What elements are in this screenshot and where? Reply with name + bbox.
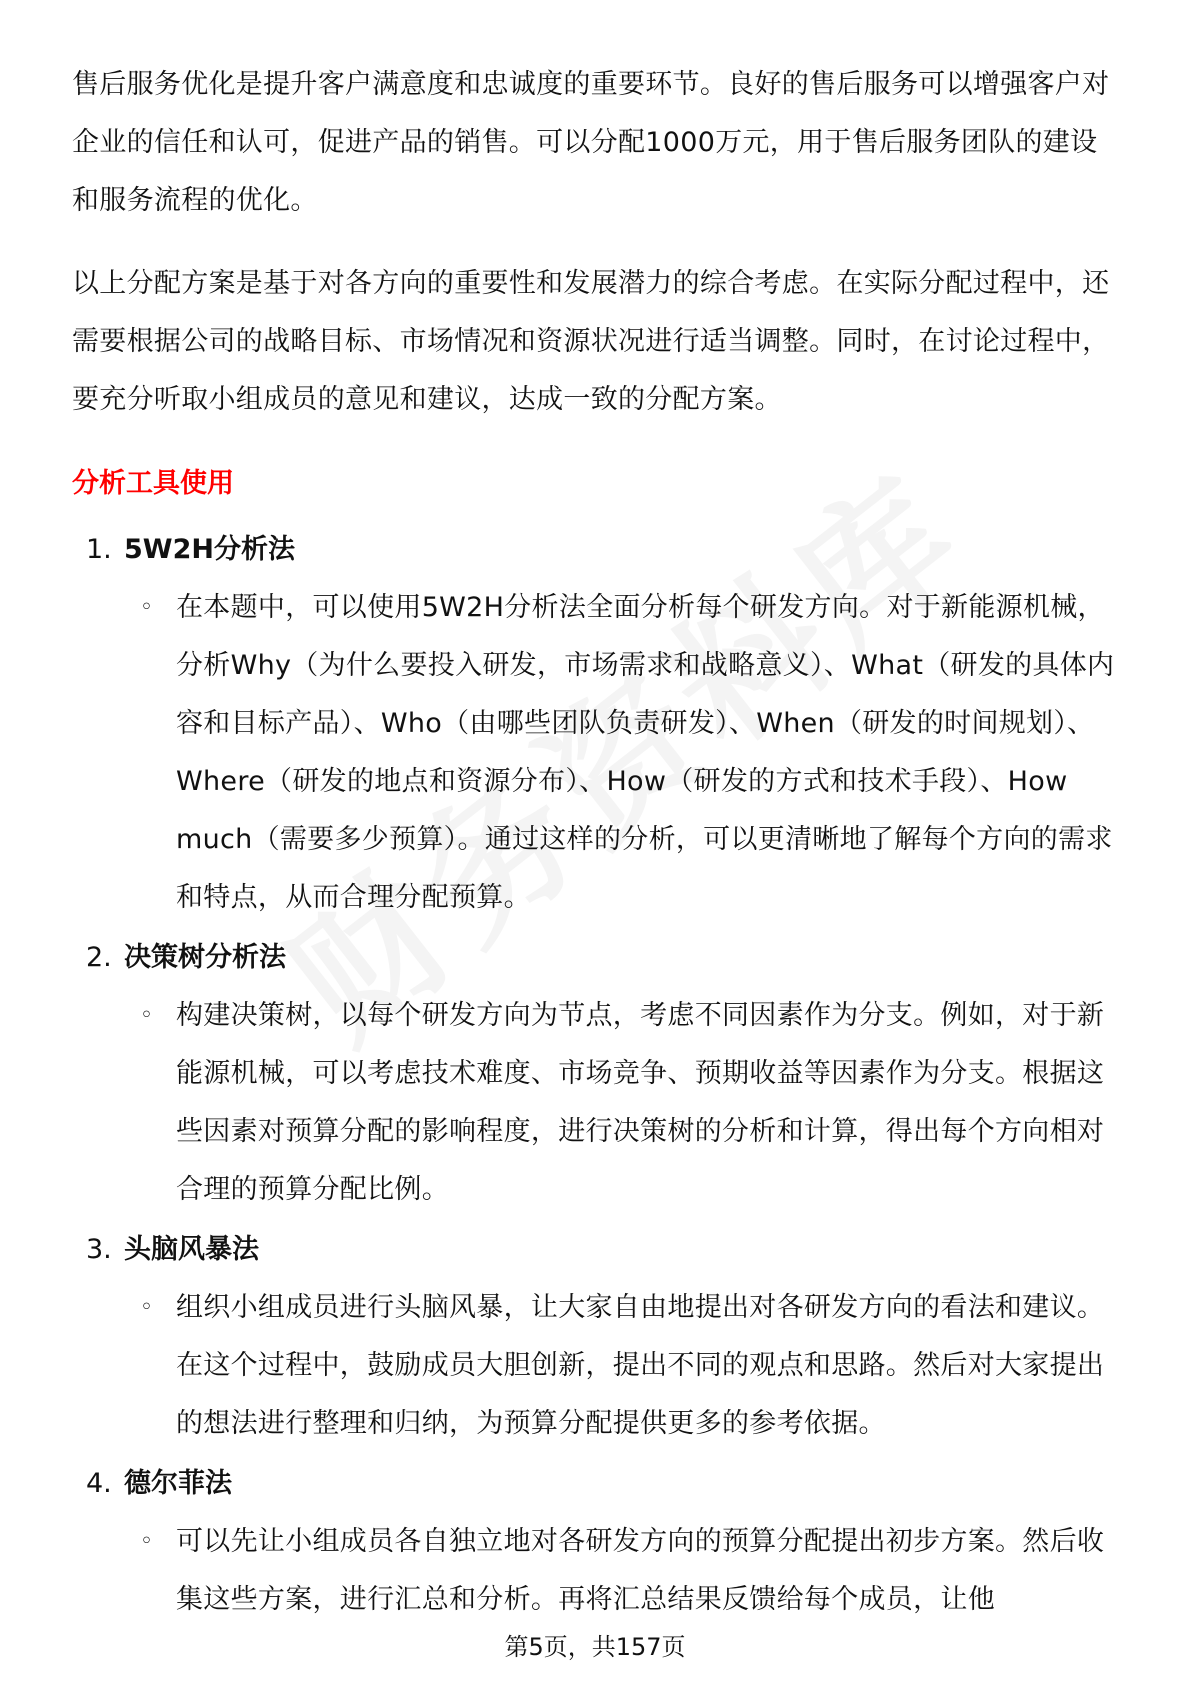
sub-list-item bbox=[72, 1279, 1122, 1453]
paragraph-after-sales: 售后服务优化是提升客户满意度和忠诚度的重要环节。良好的售后服务可以增强客户对企业的信任和认可，促进产品的销售。可以分配1000万元，用于售后服务团队的建设和服务流程的优化。 bbox=[72, 69, 1110, 216]
tool-title-row bbox=[72, 521, 1122, 579]
list-item bbox=[72, 929, 1122, 1219]
tool-description: 构建决策树，以每个研发方向为节点，考虑不同因素作为分支。例如，对于新能源机械，可以考虑技术难度、市场竞争、预期收益等因素作为分支。根据这些因素对预算分配的影响程度，进行决策树的分析和计算，得出每个方向相对合理的预算分配比例。 bbox=[176, 1000, 1105, 1205]
list-item bbox=[72, 1455, 1122, 1629]
hollow-bullet-icon: ◦ bbox=[140, 595, 153, 620]
tool-title: 5W2H分析法 bbox=[124, 534, 295, 565]
tool-title-row bbox=[72, 929, 1122, 987]
page-number-footer: 第5页，共157页 bbox=[504, 1633, 686, 1661]
sub-list bbox=[72, 1513, 1122, 1629]
tool-description: 组织小组成员进行头脑风暴，让大家自由地提出对各研发方向的看法和建议。在这个过程中，鼓励成员大胆创新，提出不同的观点和思路。然后对大家提出的想法进行整理和归纳，为预算分配提供更多的参考依据。 bbox=[176, 1292, 1105, 1439]
tool-title-row bbox=[72, 1221, 1122, 1279]
hollow-bullet-icon: ◦ bbox=[140, 1003, 153, 1028]
tool-description: 可以先让小组成员各自独立地对各研发方向的预算分配提出初步方案。然后收集这些方案，进行汇总和分析。再将汇总结果反馈给每个成员，让他 bbox=[176, 1526, 1105, 1615]
list-item bbox=[72, 1221, 1122, 1453]
tool-description: 在本题中，可以使用5W2H分析法全面分析每个研发方向。对于新能源机械，分析Why（为什么要投入研发，市场需求和战略意义）、What（研发的具体内容和目标产品）、Who（由哪些团队负责研发）、When（研发的时间规划）、Where（研发的地点和资源分布）、How（研发的方式和技术手段）、How much（需要多少预算）。通过这样的分析，可以更清晰地了解每个方向的需求和特点，从而合理分配预算。 bbox=[176, 592, 1115, 913]
hollow-bullet-icon: ◦ bbox=[140, 1295, 153, 1320]
paragraph-allocation-summary: 以上分配方案是基于对各方向的重要性和发展潜力的综合考虑。在实际分配过程中，还需要根据公司的战略目标、市场情况和资源状况进行适当调整。同时，在讨论过程中，要充分听取小组成员的意见和建议，达成一致的分配方案。 bbox=[72, 268, 1110, 415]
sub-list bbox=[72, 987, 1122, 1219]
list-number: 1. bbox=[86, 534, 112, 565]
section-heading: 分析工具使用 bbox=[72, 468, 234, 499]
sub-list bbox=[72, 579, 1122, 927]
tool-title: 决策树分析法 bbox=[124, 942, 286, 973]
list-number: 2. bbox=[86, 942, 112, 973]
tool-title-row bbox=[72, 1455, 1122, 1513]
tool-title: 德尔菲法 bbox=[124, 1468, 232, 1499]
sub-list bbox=[72, 1279, 1122, 1453]
list-item bbox=[72, 521, 1122, 927]
list-number: 3. bbox=[86, 1234, 112, 1265]
hollow-bullet-icon: ◦ bbox=[140, 1529, 153, 1554]
tool-title: 头脑风暴法 bbox=[124, 1234, 259, 1265]
analysis-tool-list bbox=[72, 521, 1122, 1629]
sub-list-item bbox=[72, 579, 1122, 927]
page-content bbox=[72, 56, 1122, 1631]
list-number: 4. bbox=[86, 1468, 112, 1499]
sub-list-item bbox=[72, 1513, 1122, 1629]
sub-list-item bbox=[72, 987, 1122, 1219]
